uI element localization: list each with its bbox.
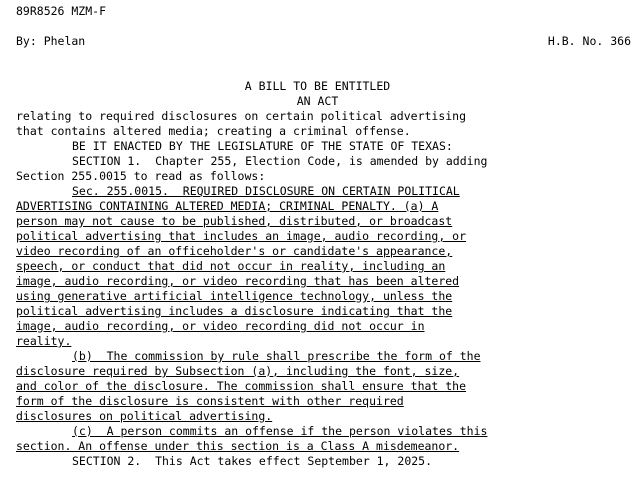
bill-text-line	[16, 439, 459, 454]
bill-text-line	[16, 199, 438, 214]
bill-text-line	[72, 424, 487, 439]
bill-text-line	[16, 229, 466, 244]
underlined-text: Sec. 255.0015. REQUIRED DISCLOSURE ON CERTAIN POLITICAL	[72, 184, 460, 198]
underlined-text: ADVERTISING CONTAINING ALTERED MEDIA; CRIMINAL PENALTY. (a) A	[16, 199, 439, 213]
bill-text-line	[16, 259, 445, 274]
bill-text-line	[16, 394, 404, 409]
underlined-text: person may not cause to be published, distributed, or broadcast	[16, 214, 453, 228]
underlined-text: using generative artificial intelligence technology, unless the	[16, 289, 453, 303]
bill-number: H.B. No. 366	[547, 34, 631, 48]
bill-text-line: SECTION 1. Chapter 255, Election Code, is amended by adding	[72, 154, 488, 168]
bill-text-line: that contains altered media; creating a criminal offense.	[16, 124, 411, 138]
bill-text-line	[16, 304, 452, 319]
underlined-text: section. An offense under this section is a Class A misdemeanor.	[16, 439, 460, 453]
bill-author: By: Phelan	[16, 34, 86, 48]
bill-text-line: BE IT ENACTED BY THE LEGISLATURE OF THE STATE OF TEXAS:	[72, 139, 453, 153]
underlined-text: form of the disclosure is consistent with other required	[16, 394, 404, 408]
underlined-text: (b) The commission by rule shall prescribe the form of the	[72, 349, 481, 363]
underlined-text: disclosures on political advertising.	[16, 409, 273, 423]
underlined-text: disclosure required by Subsection (a), including the font, size,	[16, 364, 460, 378]
bill-text-line	[16, 334, 71, 349]
bill-text-line	[16, 274, 459, 289]
bill-title-line2: AN ACT	[296, 94, 339, 108]
bill-text-line	[72, 184, 460, 199]
bill-text-line	[16, 214, 452, 229]
bill-text-line	[16, 364, 459, 379]
bill-title-line1: A BILL TO BE ENTITLED	[244, 79, 391, 93]
underlined-text: political advertising includes a disclosure indicating that the	[16, 304, 453, 318]
underlined-text: political advertising that includes an image, audio recording, or	[16, 229, 467, 243]
underlined-text: video recording of an officeholder's or candidate's appearance,	[16, 244, 453, 258]
underlined-text: image, audio recording, or video recording did not occur in	[16, 319, 425, 333]
bill-text-line: relating to required disclosures on certain political advertising	[16, 109, 467, 123]
bill-text-line	[16, 319, 425, 334]
underlined-text: reality.	[16, 334, 72, 348]
bill-text-line	[16, 244, 452, 259]
bill-text-line	[16, 289, 452, 304]
underlined-text: speech, or conduct that did not occur in reality, including an	[16, 259, 446, 273]
underlined-text: image, audio recording, or video recording that has been altered	[16, 274, 460, 288]
underlined-text: (c) A person commits an offense if the person violates this	[72, 424, 488, 438]
bill-text-line	[16, 379, 466, 394]
bill-code: 89R8526 MZM-F	[16, 4, 107, 18]
underlined-text: and color of the disclosure. The commission shall ensure that the	[16, 379, 467, 393]
bill-text-line: SECTION 2. This Act takes effect September 1, 2025.	[72, 454, 433, 468]
bill-text-line	[72, 349, 481, 364]
bill-text-line: Section 255.0015 to read as follows:	[16, 169, 266, 183]
bill-text-line	[16, 409, 272, 424]
